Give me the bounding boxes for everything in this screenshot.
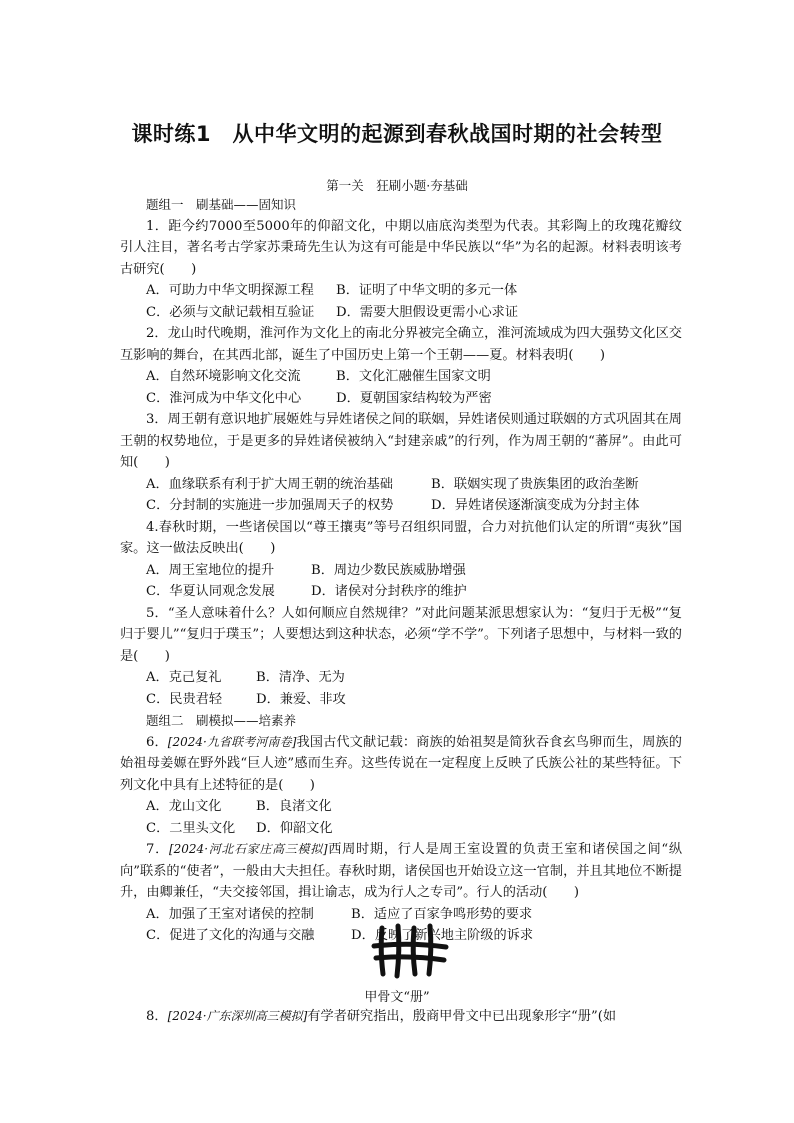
option-d: D．反映了新兴地主阶级的诉求 <box>351 928 534 943</box>
option-d: D．异姓诸侯逐渐演变成为分封主体 <box>431 498 640 513</box>
option-b: B．文化汇融催生国家文明 <box>336 369 491 384</box>
group-heading-2: 题组二 刷模拟——培素养 <box>146 713 297 728</box>
question-8 <box>120 1006 682 1028</box>
question-5-options-row-1 <box>146 667 682 689</box>
option-c: C．淮河成为中华文化中心 <box>146 390 302 406</box>
question-5-options-row-2 <box>146 689 682 711</box>
question-1-options-row-2 <box>146 302 682 324</box>
option-a: A．龙山文化 <box>146 799 222 814</box>
question-text: 有学者研究指出，殷商甲骨文中已出现象形字“册”(如 <box>307 1009 617 1024</box>
question-3-options-row-1 <box>146 474 682 496</box>
question-7 <box>120 839 682 904</box>
question-number: 8． <box>146 1009 168 1024</box>
option-c: C．分封制的实施进一步加强周天子的权势 <box>146 498 394 513</box>
question-1-options-row-1 <box>146 280 682 302</box>
question-5: 5．“圣人意味着什么？人如何顺应自然规律？”对此问题某派思想家认为：“复归于无极”“复归于婴儿”“复归于璞玉”；人要想达到这种状态，必须“学不学”。下列诸子思想中，与材料一致的是( ) <box>120 605 682 664</box>
option-d: D．需要大胆假设更需小心求证 <box>336 304 519 320</box>
option-c: C．民贵君轻 <box>146 691 223 707</box>
oracle-bone-ce-character-image <box>370 922 450 980</box>
question-3: 3．周王朝有意识地扩展姬姓与异姓诸侯之间的联姻，异姓诸侯则通过联姻的方式巩固其在周王朝的权势地位，于是更多的异姓诸侯被纳入“封建亲戚”的行列，作为周王朝的“蕃屏”。由此可知( ) <box>120 412 682 470</box>
question-4-options-row-2 <box>146 581 682 603</box>
question-source: [2024·九省联考河南卷] <box>167 734 297 749</box>
option-a: A．加强了王室对诸侯的控制 <box>146 906 314 922</box>
question-4-options-row-1 <box>146 560 682 582</box>
option-d: D．兼爱、非攻 <box>256 691 346 707</box>
option-a: A．自然环境影响文化交流 <box>146 369 301 384</box>
question-number: 7． <box>146 842 169 857</box>
figure-caption: 甲骨文“册” <box>364 990 430 1005</box>
option-c: C．必须与文献记载相互验证 <box>146 304 315 320</box>
group-heading-1: 题组一 刷基础——固知识 <box>146 197 297 212</box>
question-list <box>120 194 682 947</box>
option-b: B．清净、无为 <box>256 670 345 685</box>
question-6-options-row-2 <box>146 818 682 840</box>
option-d: D．仰韶文化 <box>256 820 333 836</box>
question-2: 2．龙山时代晚期，淮河作为文化上的南北分界被完全确立，淮河流域成为四大强势文化区交互影响的舞台，在其西北部，诞生了中国历史上第一个王朝——夏。材料表明( ) <box>120 326 682 363</box>
option-a: A．血缘联系有利于扩大周王朝的统治基础 <box>146 476 393 492</box>
question-number: 6． <box>146 734 168 750</box>
page-title: 课时练1 从中华文明的起源到春秋战国时期的社会转型 <box>131 122 663 146</box>
option-b: B．良渚文化 <box>256 799 332 814</box>
option-a: A．可助力中华文明探源工程 <box>146 283 314 298</box>
option-b: B．周边少数民族威胁增强 <box>311 562 466 578</box>
question-source: [2024·河北石家庄高三模拟] <box>168 842 328 856</box>
option-b: B．联姻实现了贵族集团的政治垄断 <box>431 476 639 492</box>
question-6-options-row-1 <box>146 796 682 818</box>
question-2-options-row-2 <box>146 388 682 410</box>
section-subtitle: 第一关 狂刷小题·夯基础 <box>326 178 468 193</box>
question-source: [2024·广东深圳高三模拟] <box>167 1009 308 1023</box>
option-b: B．证明了中华文明的多元一体 <box>336 283 518 298</box>
question-2-options-row-1 <box>146 366 682 388</box>
option-c: C．促进了文化的沟通与交融 <box>146 928 315 943</box>
option-a: A．周王室地位的提升 <box>146 562 275 578</box>
question-1: 1．距今约7000至5000年的仰韶文化，中期以庙底沟类型为代表。其彩陶上的玫瑰花瓣纹引人注目，著名考古学家苏秉琦先生认为这有可能是中华民族以“华”为名的起源。材料表明该考古研究( ) <box>120 218 682 277</box>
question-text: 西周时期，行人是周王室设置的负责王室和诸侯国之间“纵向”联系的“使者”，一般由大夫担任。春秋时期，诸侯国也开始设立这一官制，并且其地位不断提升，由卿兼任，“夫交接邻国，揖让谕志，成为行人之专司”。行人的活动( ) <box>120 842 683 900</box>
option-d: D．夏朝国家结构较为严密 <box>336 390 492 406</box>
option-c: C．二里头文化 <box>146 820 236 836</box>
option-d: D．诸侯对分封秩序的维护 <box>311 584 467 599</box>
question-3-options-row-2 <box>146 495 682 517</box>
question-4: 4.春秋时期，一些诸侯国以“尊王攘夷”等号召组织同盟，合力对抗他们认定的所谓“夷狄”国家。这一做法反映出( ) <box>120 519 682 556</box>
option-c: C．华夏认同观念发展 <box>146 584 275 599</box>
question-6 <box>120 732 682 797</box>
option-a: A．克己复礼 <box>146 670 222 685</box>
question-text: 我国古代文献记载：商族的始祖契是简狄吞食玄鸟卵而生，周族的始祖母姜嫄在野外践“巨人迹”感而生弃。这些传说在一定程度上反映了氏族公社的某些特征。下列文化中具有上述特征的是( ) <box>120 734 682 793</box>
option-b: B．适应了百家争鸣形势的要求 <box>351 906 533 922</box>
